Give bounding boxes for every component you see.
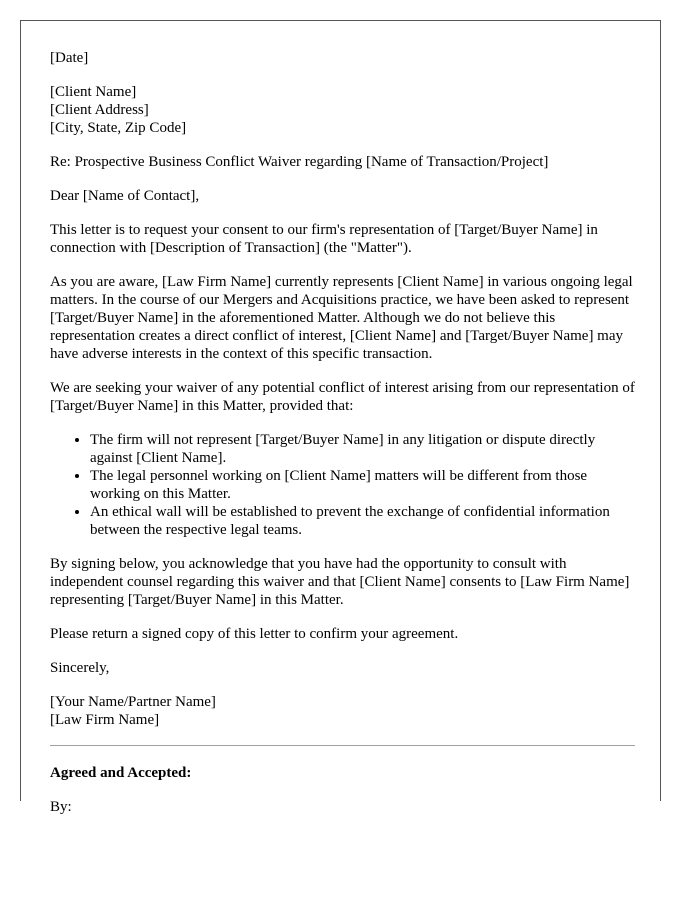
letter-content (50, 49, 635, 832)
waiver-conditions-list (50, 431, 635, 539)
signer-firm: [Law Firm Name] (50, 712, 160, 728)
list-item: • An ethical wall will be established to prevent the exchange of confidential information between the respective legal teams. (90, 503, 635, 539)
signature-block (50, 693, 635, 729)
paragraph-return-request: Please return a signed copy of this letter to confirm your agreement. (50, 626, 459, 642)
signer-name: [Your Name/Partner Name] (50, 694, 216, 710)
agreed-accepted-heading: Agreed and Accepted: (50, 765, 192, 781)
by-signature-label: By: (50, 799, 72, 815)
list-item: • The firm will not represent [Target/Buyer Name] in any litigation or dispute directly against [Client Name]. (90, 431, 635, 467)
paragraph-consent-request: This letter is to request your consent to our firm's representation of [Target/Buyer Name] in connection with [Description of Transaction] (the "Matter"). (50, 222, 598, 256)
recipient-address-block (50, 83, 635, 137)
paragraph-background: As you are aware, [Law Firm Name] currently represents [Client Name] in various ongoing legal matters. In the course of our Mergers and Acquisitions practice, we have been asked to represent [Target/Buyer Name] in the aforementioned Matter. Although we do not believe this representation creates a direct conflict of interest, [Client Name] and [Target/Buyer Name] may have adverse interests in the context of this specific transaction. (50, 274, 633, 362)
recipient-city-state-zip: [City, State, Zip Code] (50, 120, 187, 136)
recipient-name: [Client Name] (50, 84, 137, 100)
section-divider (50, 745, 635, 746)
letter-page (20, 20, 661, 815)
closing: Sincerely, (50, 660, 110, 676)
letter-date: [Date] (50, 50, 89, 66)
paragraph-waiver-request: We are seeking your waiver of any potential conflict of interest arising from our representation of [Target/Buyer Name] in this Matter, provided that: (50, 380, 635, 414)
paragraph-acknowledgement: By signing below, you acknowledge that you have had the opportunity to consult with independent counsel regarding this waiver and that [Client Name] consents to [Law Firm Name] representing [Target/Buyer Name] in this Matter. (50, 556, 630, 608)
recipient-address: [Client Address] (50, 102, 149, 118)
salutation: Dear [Name of Contact], (50, 188, 200, 204)
list-item: • The legal personnel working on [Client Name] matters will be different from those working on this Matter. (90, 467, 635, 503)
subject-line: Re: Prospective Business Conflict Waiver regarding [Name of Transaction/Project] (50, 154, 549, 170)
